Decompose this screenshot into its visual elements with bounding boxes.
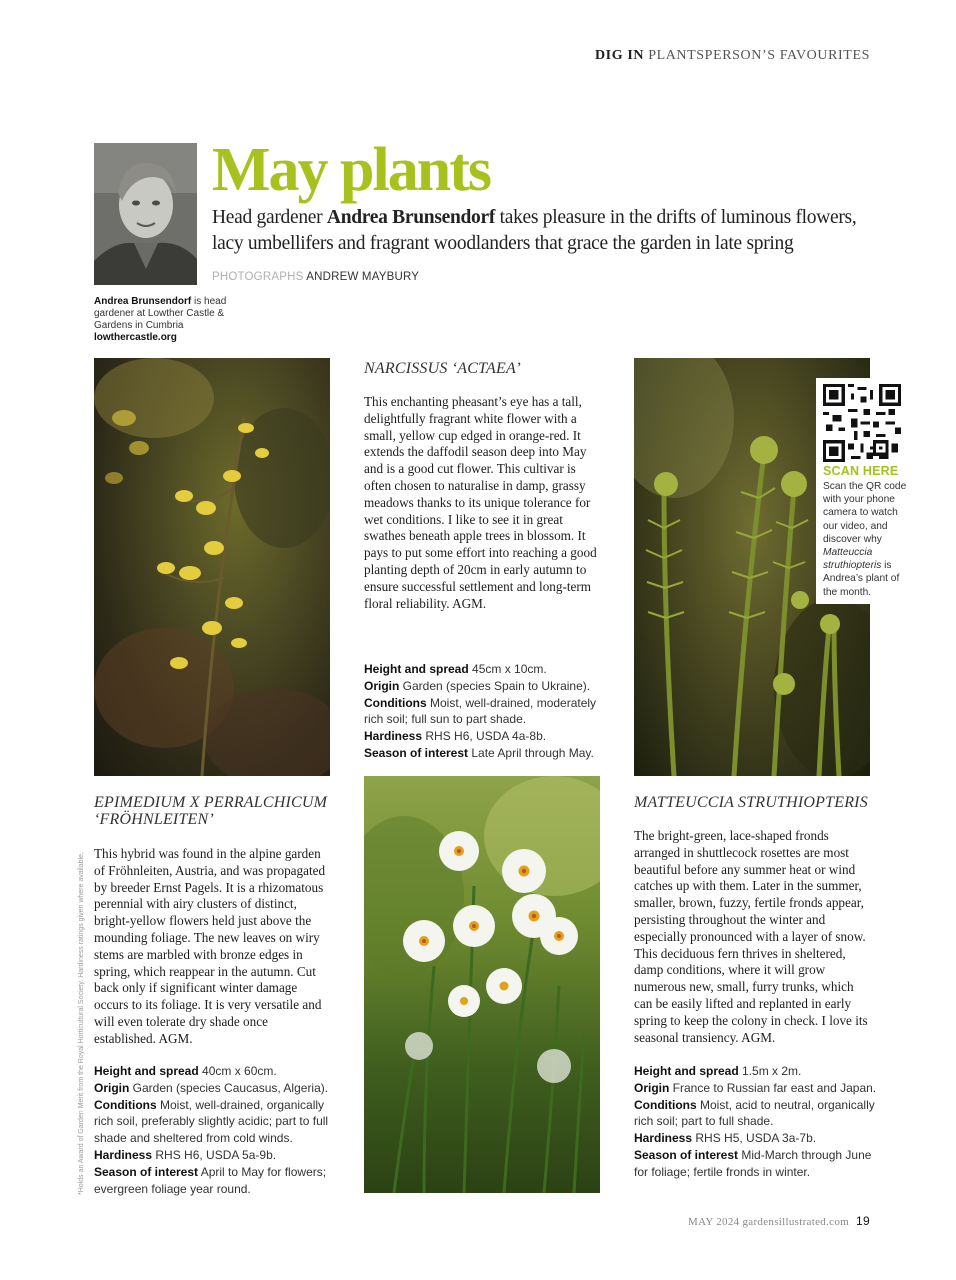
matteuccia-description: The bright-green, lace-shaped fronds arranged in shuttlecock rosettes are most beautiful before any summer heat or wind catches up with them. Later in the summer, smaller, brown, fuzzy, fertile fronds appear, persisting throughout the winter and especially pronounced with a layer of snow. This deciduous fern thrives in sheltered, damp conditions, where it will grow numerous new, small, furry trunks, which can be easily lifted and replanted in early spring to keep the colony in check. I love its seasonal transiency. AGM.: [634, 828, 868, 1045]
narcissus-description: This enchanting pheasant’s eye has a tall, delightfully fragrant white flower with a small, yellow cup edged in orange-red. It extends the daffodil season deep into May and is a good cut flower. This cultivar is often chosen to naturalise in damp, grassy meadows thanks to its unique tolerance for wet conditions. I like to see it in great swathes beneath apple trees in blossom. It pays to put some effort into reaching a good planting depth of 20cm in early autumn to ensure successful settlement and long-term floral reliability. AGM.: [364, 394, 597, 611]
fact-value: 40cm x 60cm.: [198, 1064, 277, 1078]
standfirst-author-name: Andrea Brunsendorf: [326, 207, 496, 228]
epimedium-title: [94, 794, 334, 828]
matteuccia-fact-conditions: [634, 1097, 884, 1131]
author-portrait-image: [94, 143, 197, 285]
narcissus-fact-origin: [364, 678, 609, 695]
fact-value: Late April through May.: [468, 745, 594, 760]
photo-credit-name: ANDREW MAYBURY: [306, 271, 420, 283]
qr-code[interactable]: [823, 384, 901, 462]
epimedium-fact-hardiness: [94, 1147, 334, 1164]
narcissus-fact-height: [364, 661, 609, 678]
fact-value: Mid-March through June for foliage; fertile fronds in winter.: [634, 1147, 872, 1179]
author-description: is head gardener at Lowther Castle & Gardens in Cumbria: [94, 296, 227, 331]
page-number: 19: [856, 1214, 870, 1228]
author-name: Andrea Brunsendorf: [94, 296, 192, 307]
epimedium-fact-season: [94, 1164, 334, 1198]
photo-credit: [212, 271, 419, 283]
standfirst: [212, 205, 872, 257]
epimedium-facts: [94, 1063, 334, 1197]
matteuccia-fact-height: [634, 1063, 884, 1080]
fact-value: Garden (species Spain to Ukraine).: [399, 678, 591, 693]
narcissus-fact-season: [364, 745, 609, 762]
running-head-section: DIG IN: [594, 48, 645, 63]
page-title: May plants: [212, 136, 490, 204]
fact-label: Season of interest: [634, 1147, 739, 1162]
standfirst-text: takes pleasure in the drifts of luminous flowers, lacy umbellifers and fragrant woodlanders that grace the garden in late spring: [212, 207, 857, 254]
fact-value: Moist, acid to neutral, organically rich soil; part to full shade.: [634, 1097, 875, 1129]
author-website-link[interactable]: lowthercastle.org: [94, 332, 177, 343]
epimedium-photo: [94, 358, 330, 776]
qr-code-panel: [816, 378, 912, 604]
epimedium-photo-illustration: [94, 358, 330, 776]
qr-text: Scan the QR code with your phone camera to watch our video, and discover why: [823, 481, 907, 545]
fact-label: Conditions: [364, 695, 427, 710]
fact-value: France to Russian far east and Japan.: [669, 1080, 877, 1095]
fact-value: 45cm x 10cm.: [468, 662, 547, 676]
fact-label: Season of interest: [94, 1164, 199, 1179]
fact-label: Hardiness: [364, 729, 423, 744]
epimedium-fact-origin: [94, 1080, 334, 1097]
matteuccia-fact-hardiness: [634, 1130, 884, 1147]
epimedium-description: This hybrid was found in the alpine garden of Fröhnleiten, Austria, and was propagated by breeder Ernst Pagels. It is a rhizomatous perennial with airy clusters of distinct, bright-yellow flowers held just above the mounding foliage. The new leaves on wiry stems are marbled with bronze edges in spring, which reappear in the autumn. Cut back only if significant winter damage occurs to its foliage. It is very versatile and will even tolerate dry shade once established. AGM.: [94, 846, 326, 1046]
fact-value: Garden (species Caucasus, Algeria).: [129, 1080, 329, 1095]
fact-value: RHS H5, USDA 3a-7b.: [692, 1131, 817, 1146]
fact-label: Origin: [94, 1080, 130, 1095]
qr-text-end: is Andrea’s plant of the month.: [823, 560, 900, 598]
narcissus-facts: [364, 661, 609, 762]
folio-issue: MAY 2024: [688, 1216, 740, 1228]
matteuccia-title: MATTEUCCIA STRUTHIOPTERIS: [634, 794, 868, 811]
author-caption: [94, 296, 229, 344]
fact-value: Moist, well-drained, organically rich soil, preferably slightly acidic; part to full shade and sheltered from cold winds.: [94, 1097, 329, 1146]
epimedium-fact-conditions: [94, 1097, 334, 1147]
running-head: [595, 48, 870, 64]
fact-label: Height and spread: [94, 1064, 199, 1078]
qr-instructions: [823, 480, 913, 599]
fact-label: Conditions: [94, 1097, 157, 1112]
photo-credit-label: PHOTOGRAPHS: [212, 271, 304, 283]
fact-label: Origin: [364, 678, 400, 693]
narcissus-photo: [364, 776, 600, 1193]
matteuccia-fact-origin: [634, 1080, 884, 1097]
running-head-subsection: PLANTSPERSON’S FAVOURITES: [648, 48, 870, 63]
fact-value: 1.5m x 2m.: [738, 1064, 802, 1078]
epimedium-fact-height: [94, 1063, 334, 1080]
fact-label: Origin: [634, 1080, 670, 1095]
fact-label: Hardiness: [94, 1147, 153, 1162]
author-portrait: [94, 143, 197, 285]
narcissus-fact-hardiness: [364, 728, 609, 745]
narcissus-fact-conditions: [364, 695, 609, 729]
narcissus-title: NARCISSUS ‘ACTAEA’: [364, 360, 521, 377]
qr-plant-name: Matteuccia struthiopteris: [823, 547, 882, 572]
fact-value: Moist, well-drained, moderately rich soil; full sun to part shade.: [364, 695, 597, 727]
epimedium-title-line2: ‘FRÖHNLEITEN’: [94, 811, 214, 828]
fact-label: Season of interest: [364, 745, 469, 760]
qr-heading: SCAN HERE: [823, 464, 899, 478]
fact-label: Conditions: [634, 1097, 697, 1112]
agm-footnote: *Holds an Award of Garden Merit from the Royal Horticultural Society. Hardiness ratings given where available.: [78, 852, 85, 1195]
epimedium-title-line1: EPIMEDIUM X PERRALCHICUM: [94, 794, 328, 811]
standfirst-intro: Head gardener: [212, 207, 327, 228]
folio-site: gardensillustrated.com: [742, 1216, 849, 1228]
fact-label: Height and spread: [364, 662, 469, 676]
fact-label: Height and spread: [634, 1064, 739, 1078]
matteuccia-facts: [634, 1063, 884, 1181]
matteuccia-fact-season: [634, 1147, 884, 1181]
narcissus-photo-illustration: [364, 776, 600, 1193]
fact-value: RHS H6, USDA 4a-8b.: [422, 729, 547, 744]
page-folio: [688, 1214, 870, 1228]
fact-value: April to May for flowers; evergreen foliage year round.: [94, 1164, 327, 1196]
fact-label: Hardiness: [634, 1131, 693, 1146]
fact-value: RHS H6, USDA 5a-9b.: [152, 1147, 277, 1162]
